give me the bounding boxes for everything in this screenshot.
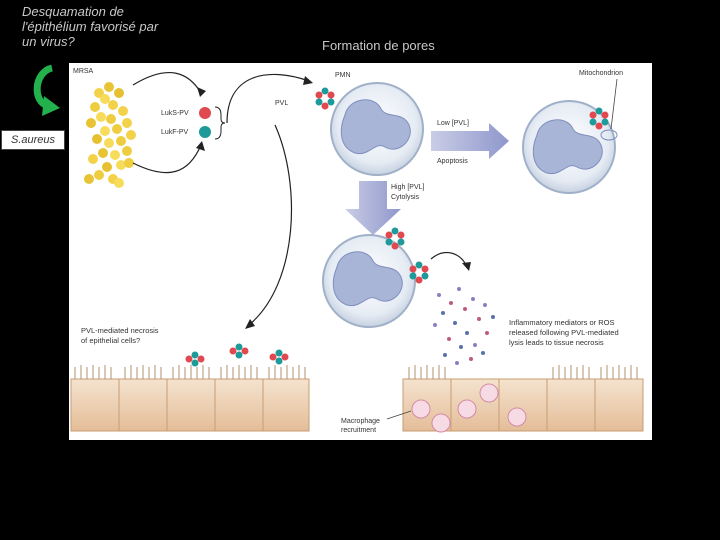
pvl-pore-top [316,88,335,110]
mrsa-label: MRSA [73,68,94,75]
necrosis-text-1: PVL-mediated necrosis [81,326,159,335]
luks-subunit [199,107,211,119]
inflammatory-text-1: Inflammatory mediators or ROS [509,318,615,327]
inflammatory-text-2: released following PVL-mediated [509,328,619,337]
macrophage-label-2: recruitment [341,427,377,434]
pmn-label: PMN [335,72,351,79]
slide-title-left: Desquamation de l'épithélium favorisé par un virus? [22,4,159,49]
released-mediators [433,287,495,365]
pvl-label: PVL [275,100,289,107]
lukf-label: LukF-PV [161,129,189,136]
apoptosis-label: Apoptosis [437,158,468,165]
pvl-pores-epithelium [186,344,289,367]
macrophage-label-1: Macrophage [341,418,380,425]
s-aureus-badge: S.aureus [1,130,65,150]
necrosis-text-2: of epithelial cells? [81,336,141,345]
slide-title-right: Formation de pores [322,38,435,53]
curved-arrow-icon [30,62,64,118]
mrsa-bacteria-cluster [84,82,136,188]
low-pvl-label: Low [PVL] [437,120,469,127]
inflammatory-text-3: lysis leads to tissue necrosis [509,338,604,347]
pmn-cell [331,83,423,175]
high-pvl-label: High [PVL] [391,184,425,191]
lukf-subunit [199,126,211,138]
mitochondrion-label: Mitochondrion [579,70,623,77]
epithelium-left [71,365,309,431]
low-pvl-arrow [431,123,509,159]
pvl-mechanism-figure [69,63,652,440]
luks-label: LukS-PV [161,110,189,117]
lysing-pmn-cell [323,235,415,327]
cytolysis-label: Cytolysis [391,194,420,201]
